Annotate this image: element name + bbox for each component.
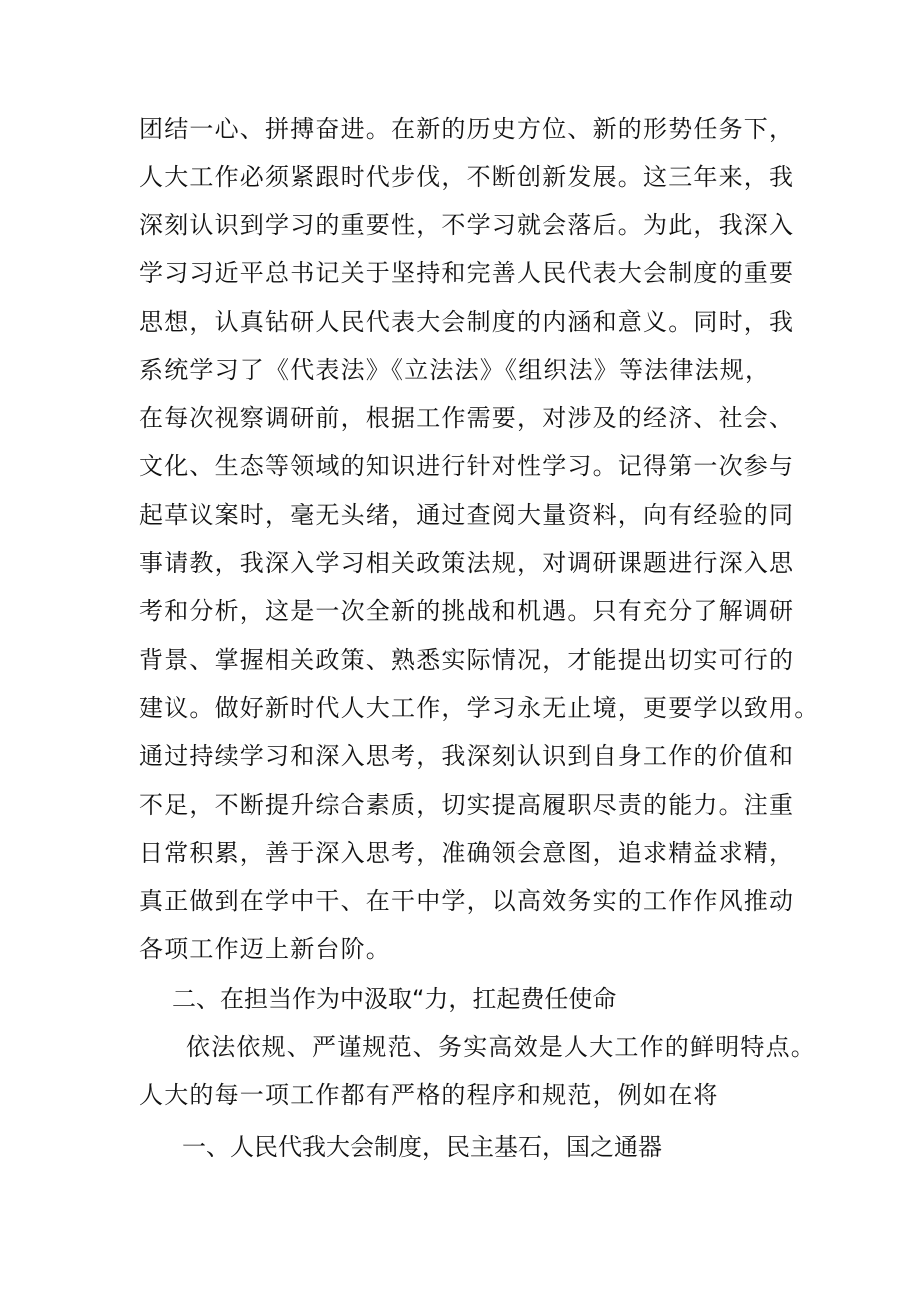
text-line: 团结一心、拼搏奋进。在新的历史方位、新的形势任务下， bbox=[139, 115, 795, 143]
text-line: 起草议案时，毫无头绪，通过查阅大量资料，向有经验的同 bbox=[139, 501, 795, 529]
text-line: 文化、生态等领域的知识进行针对性学习。记得第一次参与 bbox=[139, 452, 795, 480]
text-line: 真正做到在学中干、在干中学，以高效务实的工作作风推动 bbox=[139, 887, 795, 915]
text-line: 各项工作迈上新台阶。 bbox=[139, 935, 391, 963]
section-heading: 一、人民代我大会制度，民主基石，国之通器 bbox=[182, 1133, 662, 1161]
text-line: 系统学习了《代表法》《立法法》《组织法》等法律法规， bbox=[139, 356, 771, 384]
text-line: 依法依规、严谨规范、务实高效是人大工作的鲜明特点。 bbox=[186, 1033, 816, 1061]
text-line: 人大的每一项工作都有严格的程序和规范，例如在将 bbox=[139, 1081, 719, 1109]
section-heading: 二、在担当作为中汲取“力，扛起费任使命 bbox=[172, 985, 617, 1013]
text-line: 深刻认识到学习的重要性，不学习就会落后。为此，我深入 bbox=[139, 211, 795, 239]
text-line: 在每次视察调研前，根据工作需要，对涉及的经济、社会、 bbox=[139, 404, 795, 432]
text-line: 事请教，我深入学习相关政策法规，对调研课题进行深入思 bbox=[139, 549, 795, 577]
text-line: 日常积累，善于深入思考，准确领会意图，追求精益求精， bbox=[139, 839, 795, 867]
text-line: 背景、掌握相关政策、熟悉实际情况，才能提出切实可行的 bbox=[139, 646, 795, 674]
text-line: 建议。做好新时代人大工作，学习永无止境，更要学以致用。 bbox=[139, 694, 820, 722]
text-line: 通过持续学习和深入思考，我深刻认识到自身工作的价值和 bbox=[139, 742, 795, 770]
text-line: 不足，不断提升综合素质，切实提高履职尽责的能力。注重 bbox=[139, 791, 795, 819]
text-line: 学习习近平总书记关于坚持和完善人民代表大会制度的重要 bbox=[139, 259, 795, 287]
text-line: 思想，认真钻研人民代表大会制度的内涵和意义。同时，我 bbox=[139, 308, 795, 336]
text-line: 考和分析，这是一次全新的挑战和机遇。只有充分了解调研 bbox=[139, 597, 795, 625]
text-line: 人大工作必须紧跟时代步伐，不断创新发展。这三年来，我 bbox=[139, 163, 795, 191]
